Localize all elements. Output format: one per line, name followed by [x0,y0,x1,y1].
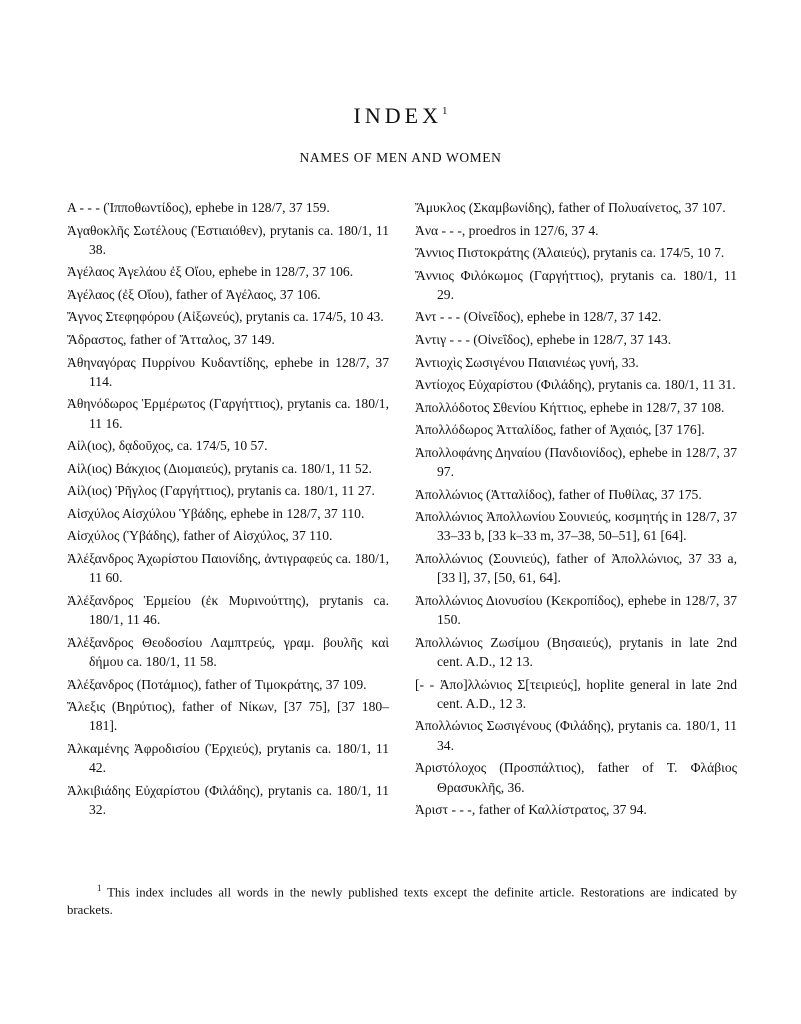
index-entry: Ἀπολλώνιος (Σουνιεύς), father of Ἀπολλώνιος, 37 33 a, [33 l], 37, [50, 61, 64]. [415,550,737,586]
index-entry: Ἀπολλώνιος (Ἀτταλίδος), father of Πυθίλας, 37 175. [415,486,702,502]
footnote-mark: 1 [97,882,102,893]
index-entry: Ἀπολλώνιος Ζωσίμου (Βησαιεύς), prytanis in late 2nd cent. A.D., 12 13. [415,634,737,670]
index-entry: Ἀριστ - - -, father of Καλλίστρατος, 37 94. [415,802,647,818]
index-entry: Ἀπολλόδοτος Σθενίου Κήττιος, ephebe in 128/7, 37 108. [415,399,725,415]
index-entry: Αἰλ(ιος), δᾳδοῦχος, ca. 174/5, 10 57. [67,438,268,454]
index-entry: Ἀπολλώνιος Ἀπολλωνίου Σουνιεύς, κοσμητής in 128/7, 37 33–33 b, [33 k–33 m, 37–38, 50–51], 61 [64]. [415,509,737,544]
index-entry: Ἄδραστος, father of Ἄτταλος, 37 149. [67,332,275,347]
page-title [0,103,801,129]
page-title-text: INDEX [353,102,442,128]
index-column-left [67,198,389,823]
index-entry: Α - - - (Ἱπποθωντίδος), ephebe in 128/7, 37 159. [67,200,330,215]
index-entry: Ἀντίοχος Εὐχαρίστου (Φιλάδης), prytanis ca. 180/1, 11 31. [415,377,736,393]
index-entry: Ἀριστόλοχος (Προσπάλτιος), father of Τ. Φλάβιος Θρασυκλῆς, 36. [415,760,737,795]
index-entry: Ἀγέλαος (ἐξ Οἴου), father of Ἀγέλαος, 37 106. [67,286,321,302]
index-entry: Ἀλκιβιάδης Εὐχαρίστου (Φιλάδης), prytanis ca. 180/1, 11 32. [67,782,389,818]
index-entry: Ἀγέλαος Ἀγελάου ἐξ Οἴου, ephebe in 128/7, 37 106. [67,264,354,280]
index-entry: Ἄννιος Φιλόκωμος (Γαργήττιος), prytanis ca. 180/1, 11 29. [415,267,737,302]
index-column-right [415,198,737,823]
index-entry: Ἀνα - - -, proedros in 127/6, 37 4. [415,222,599,238]
index-entry: Ἄννιος Πιστοκράτης (Ἁλαιεύς), prytanis ca. 174/5, 10 7. [415,245,725,261]
index-entry: Ἀγαθοκλῆς Σωτέλους (Ἑστιαιόθεν), prytanis ca. 180/1, 11 38. [67,222,389,257]
index-entry: Αἰλ(ιος) Ῥῆγλος (Γαργήττιος), prytanis ca. 180/1, 11 27. [67,483,375,499]
section-heading: NAMES OF MEN AND WOMEN [299,150,502,165]
footnote-reference: 1 [441,104,448,117]
index-entry: Ἀλκαμένης Ἀφροδισίου (Ἐρχιεύς), prytanis ca. 180/1, 11 42. [67,740,389,776]
index-entry: Ἀθηναγόρας Πυρρίνου Κυδαντίδης, ephebe in 128/7, 37 114. [67,354,389,389]
index-entry: Ἀντιοχὶς Σωσιγένου Παιανιέως γυνή, 33. [415,354,639,370]
footnote-text: This index includes all words in the newly published texts except the definite article. Restorations are indicated by brackets. [67,885,738,918]
index-entry: Ἀλέξανδρος (Ποτάμιος), father of Τιμοκράτης, 37 109. [67,676,367,692]
index-entry: Ἀπολλώνιος Σωσιγένους (Φιλάδης), prytanis ca. 180/1, 11 34. [415,718,737,753]
index-entry: Ἀπολλώνιος Διονυσίου (Κεκροπίδος), ephebe in 128/7, 37 150. [415,592,737,628]
index-entry: Ἀντ - - - (Οἰνεΐδος), ephebe in 128/7, 37 142. [415,309,662,325]
index-entry: Ἀλέξανδρος Ἑρμείου (ἐκ Μυρινούττης), prytanis ca. 180/1, 11 46. [67,592,389,628]
index-entry: Ἀθηνόδωρος Ἑρμέρωτος (Γαργήττιος), prytanis ca. 180/1, 11 16. [67,396,389,431]
index-entry: Ἀντιγ - - - (Οἰνεΐδος), ephebe in 128/7, 37 143. [415,332,672,347]
index-entry: Ἀλέξανδρος Ἀχωρίστου Παιονίδης, ἀντιγραφεύς ca. 180/1, 11 60. [67,550,389,586]
index-entry: [- - Ἀπο]λλώνιος Σ[τειριεύς], hoplite general in late 2nd cent. A.D., 12 3. [415,676,737,711]
index-entry: Ἀπολλοφάνης Δηναίου (Πανδιονίδος), ephebe in 128/7, 37 97. [415,444,737,479]
index-entry: Ἀλέξανδρος Θεοδοσίου Λαμπτρεύς, γραμ. βουλῆς καὶ δήμου ca. 180/1, 11 58. [67,634,389,670]
footnote [67,879,737,919]
index-entry: Ἄλεξις (Βηρύτιος), father of Νίκων, [37 75], [37 180–181]. [67,699,389,734]
index-entry: Ἄμυκλος (Σκαμβωνίδης), father of Πολυαίνετος, 37 107. [415,200,726,215]
index-entry: Αἰσχύλος Αἰσχύλου Ὑβάδης, ephebe in 128/7, 37 110. [67,505,365,521]
index-entry: Ἀπολλόδωρος Ἀτταλίδος, father of Ἀχαιός, [37 176]. [415,422,705,438]
index-entry: Ἄγνος Στεφηφόρου (Αἰξωνεύς), prytanis ca. 174/5, 10 43. [67,309,384,325]
index-entry: Αἰσχύλος (Ὑβάδης), father of Αἰσχύλος, 37 110. [67,528,333,544]
index-entry: Αἰλ(ιος) Βάκχιος (Διομαιεύς), prytanis ca. 180/1, 11 52. [67,460,372,476]
